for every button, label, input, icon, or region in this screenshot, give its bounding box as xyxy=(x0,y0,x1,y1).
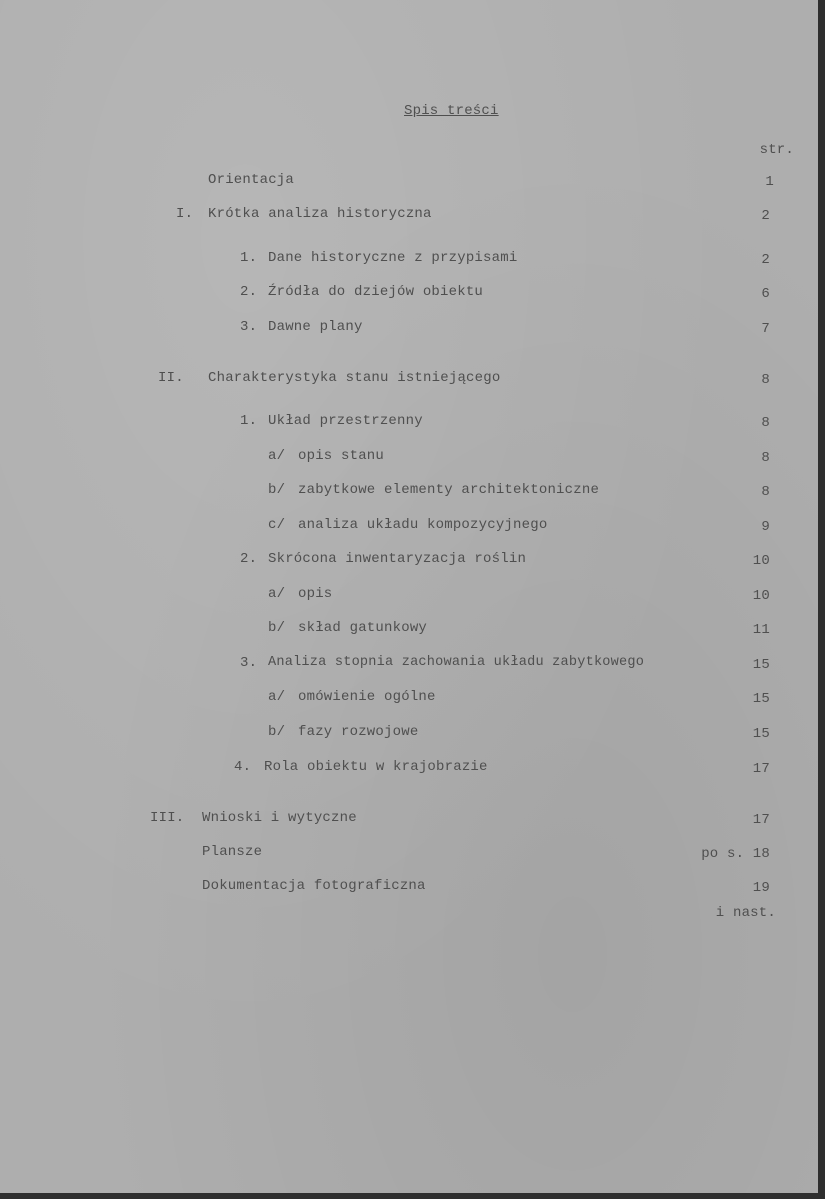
toc-entry-page: 19 xyxy=(752,880,770,896)
toc-entry-label: fazy rozwojowe xyxy=(298,724,419,740)
toc-entry-label: opis stanu xyxy=(298,448,385,464)
toc-entry-page: 8 xyxy=(761,372,770,388)
toc-entry-page: 2 xyxy=(761,252,770,268)
toc-entry-number: b/ xyxy=(268,724,286,740)
toc-entry-label: analiza układu kompozycyjnego xyxy=(298,517,548,533)
toc-entry-number: b/ xyxy=(268,620,286,636)
toc-entry-label: zabytkowe elementy architektoniczne xyxy=(298,482,600,498)
toc-entry-label: Analiza stopnia zachowania układu zabytkowego xyxy=(268,655,645,670)
toc-entry-label: Układ przestrzenny xyxy=(268,413,423,429)
toc-entry-label: Dokumentacja fotograficzna xyxy=(202,878,426,894)
toc-entry-page: 11 xyxy=(752,622,770,638)
toc-entry-number: a/ xyxy=(268,689,286,705)
toc-entry-page: 17 xyxy=(752,761,770,777)
toc-entry-page: 8 xyxy=(761,450,770,466)
toc-entry-label: Wnioski i wytyczne xyxy=(202,810,357,826)
toc-entry-page: 2 xyxy=(761,208,770,224)
toc-entry-page: 8 xyxy=(761,415,770,431)
toc-entry-label: Krótka analiza historyczna xyxy=(208,206,432,222)
toc-entry-label: Charakterystyka stanu istniejącego xyxy=(208,370,501,386)
page-column-label: str. xyxy=(759,142,794,158)
toc-entry-label: opis xyxy=(298,586,333,602)
toc-entry-number: b/ xyxy=(268,482,286,498)
toc-entry-page: 10 xyxy=(752,553,770,569)
toc-entry-number: 4. xyxy=(234,759,252,775)
toc-entry-label: Dawne plany xyxy=(268,319,363,335)
toc-entry-page: 10 xyxy=(752,588,770,604)
toc-entry-number: I. xyxy=(176,206,194,222)
toc-entry-page: 15 xyxy=(752,726,770,742)
toc-entry-label: skład gatunkowy xyxy=(298,620,428,636)
toc-entry-page: 7 xyxy=(761,321,770,337)
toc-entry-number: 2. xyxy=(240,284,258,300)
toc-entry-number: 2. xyxy=(240,551,258,567)
toc-entry-label: Źródła do dziejów obiektu xyxy=(268,284,484,300)
toc-entry-number: II. xyxy=(158,370,184,386)
toc-continuation-note: i nast. xyxy=(715,905,776,921)
toc-entry-page: 17 xyxy=(752,812,770,828)
toc-entry-number: a/ xyxy=(268,586,286,602)
toc-entry-number: III. xyxy=(150,810,185,826)
toc-entry-page: 15 xyxy=(752,691,770,707)
toc-entry-number: 1. xyxy=(240,250,258,266)
toc-entry-label: Rola obiektu w krajobrazie xyxy=(264,759,488,775)
toc-entry-page: 8 xyxy=(761,484,770,500)
toc-entry-label: omówienie ogólne xyxy=(298,689,436,705)
toc-entry-label: Orientacja xyxy=(208,172,295,188)
toc-entry-page: 15 xyxy=(752,657,770,673)
toc-entry-number: c/ xyxy=(268,517,286,533)
toc-entry-number: 3. xyxy=(240,319,258,335)
toc-entry-number: 3. xyxy=(240,655,258,671)
toc-entry-number: 1. xyxy=(240,413,258,429)
toc-entry-page: 1 xyxy=(765,174,774,190)
toc-entry-page: 9 xyxy=(761,519,770,535)
toc-entry-number: a/ xyxy=(268,448,286,464)
page-title: Spis treści xyxy=(404,103,499,119)
toc-entry-label: Plansze xyxy=(202,844,263,860)
toc-entry-page: po s. 18 xyxy=(701,846,770,862)
toc-entry-label: Dane historyczne z przypisami xyxy=(268,250,518,266)
toc-entry-label: Skrócona inwentaryzacja roślin xyxy=(268,551,527,567)
toc-entry-page: 6 xyxy=(761,286,770,302)
